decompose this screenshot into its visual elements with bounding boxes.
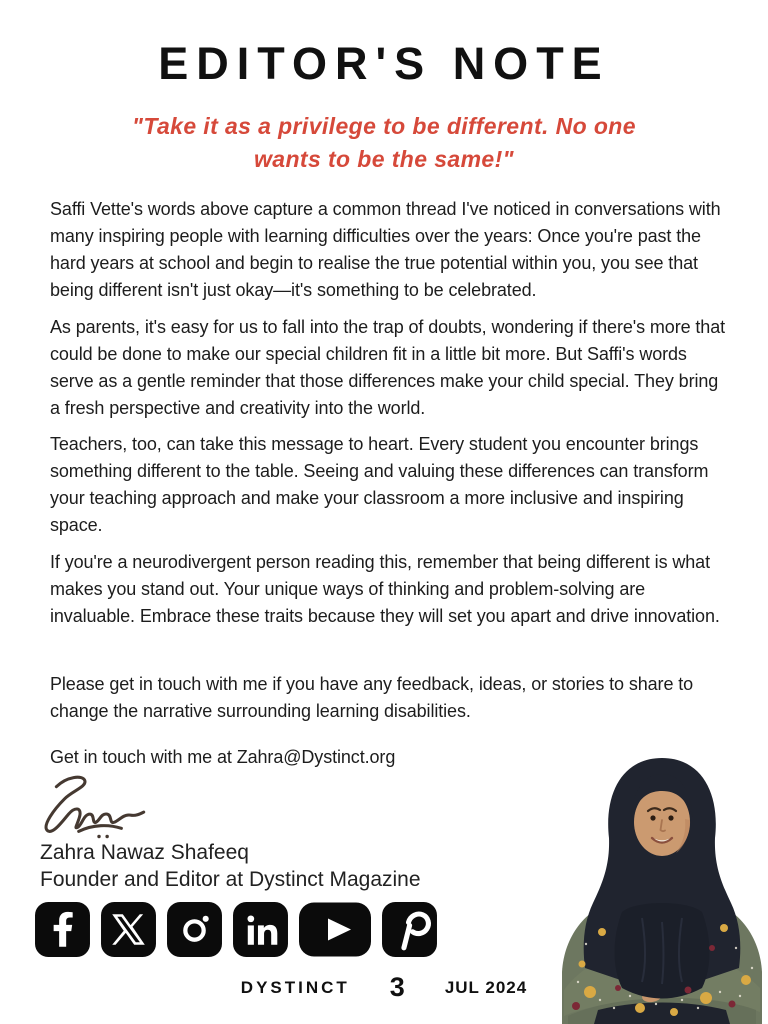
social-links-row bbox=[34, 901, 438, 958]
contact-prefix: Get in touch with me at bbox=[50, 747, 237, 767]
linkedin-icon[interactable] bbox=[232, 901, 289, 958]
body-paragraph-2: As parents, it's easy for us to fall into the trap of doubts, wondering if there's more that could be done to make our special children fit in a little bit more. But Saffi's words serve as a gentle reminder that those differences make your child special. They bring a fresh perspective and creativity into the world. bbox=[50, 317, 726, 418]
x-twitter-icon[interactable] bbox=[100, 901, 157, 958]
youtube-icon[interactable] bbox=[298, 901, 372, 958]
page-title: EDITOR'S NOTE bbox=[158, 38, 610, 89]
footer-date: JUL 2024 bbox=[444, 977, 528, 997]
signature-image bbox=[32, 770, 164, 842]
body-paragraph-5: Please get in touch with me if you have any feedback, ideas, or stories to share to change the narrative surrounding learning disabilities. bbox=[50, 674, 694, 721]
page-footer bbox=[0, 972, 768, 1003]
pinterest-icon[interactable] bbox=[381, 901, 438, 958]
body-paragraph-4: If you're a neurodivergent person reading this, remember that being different is what makes you stand out. Your unique ways of thinking and problem-solving are invaluable. Embrace these traits because they will set you apart and drive innovation. bbox=[50, 552, 720, 626]
author-role: Founder and Editor at Dystinct Magazine bbox=[40, 868, 421, 891]
facebook-icon[interactable] bbox=[34, 901, 91, 958]
quote-line-1: "Take it as a privilege to be different. No one bbox=[132, 113, 636, 139]
contact-email-link[interactable]: Zahra@Dystinct.org bbox=[236, 747, 396, 767]
footer-issue-number: 3 bbox=[389, 972, 405, 1002]
body-paragraph-3: Teachers, too, can take this message to heart. Every student you encounter brings something different to the table. Seeing and valuing these differences can transform your teaching approach and make your classroom a more inclusive and inspiring space. bbox=[50, 434, 709, 535]
author-name: Zahra Nawaz Shafeeq bbox=[40, 841, 249, 864]
body-paragraph-1: Saffi Vette's words above capture a common thread I've noticed in conversations with many inspiring people with learning difficulties over the years: Once you're past the hard years at school and begin to realise the true potential within you, you see that being different isn't just okay—it's something to be celebrated. bbox=[50, 199, 721, 300]
quote-line-2: wants to be the same!" bbox=[254, 146, 514, 172]
editor-quote bbox=[54, 110, 714, 176]
instagram-icon[interactable] bbox=[166, 901, 223, 958]
author-block bbox=[40, 839, 421, 893]
footer-magazine-name: DYSTINCT bbox=[240, 977, 350, 997]
